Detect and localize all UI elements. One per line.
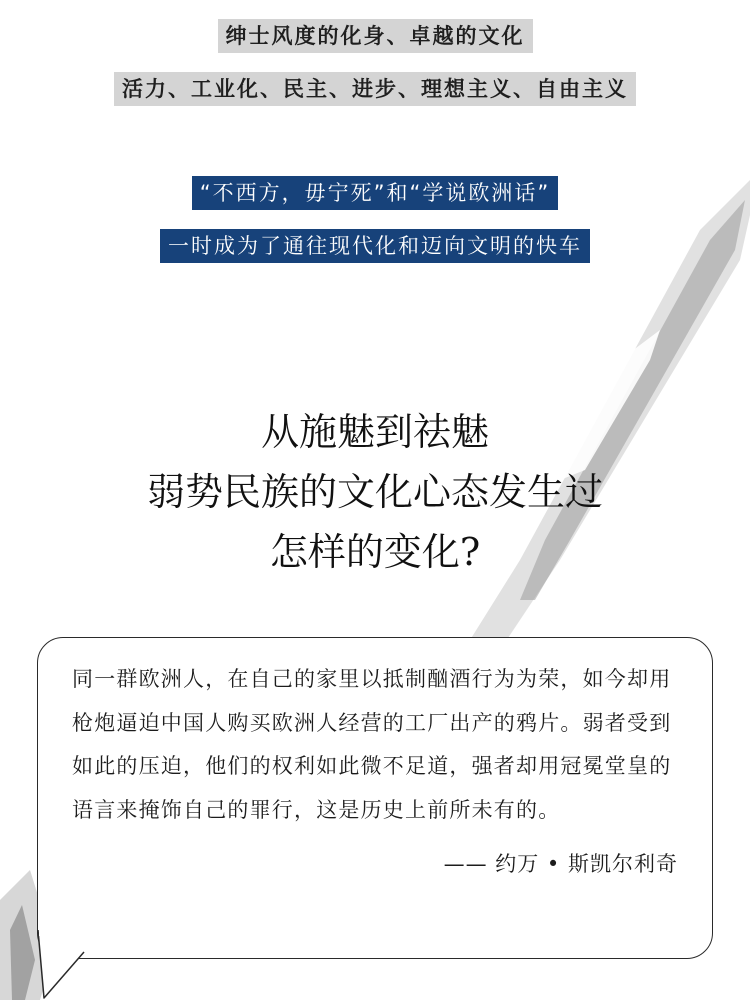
- main-heading: [0, 402, 750, 582]
- heading-line-3: 怎样的变化?: [269, 530, 481, 574]
- tagline-gray-1: [0, 19, 750, 53]
- quote-text: 同一群欧洲人，在自己的家里以抵制酗酒行为为荣，如今却用枪炮逼迫中国人购买欧洲人经营的工厂出产的鸦片。弱者受到如此的压迫，他们的权利如此微不足道，强者却用冠冕堂皇的语言来掩饰自己的罪行，这是历史上前所未有的。: [72, 667, 672, 822]
- speech-bubble-tail-icon: [36, 930, 96, 1000]
- tagline-blue-2-text: 一时成为了通往现代化和迈向文明的快车: [160, 229, 590, 263]
- tagline-gray-2-text: 活力、工业化、民主、进步、理想主义、自由主义: [114, 72, 636, 106]
- quote-bubble: [37, 637, 713, 959]
- tagline-blue-2: [0, 229, 750, 263]
- tagline-gray-1-text: 绅士风度的化身、卓越的文化: [218, 19, 533, 53]
- heading-line-1: 从施魅到祛魅: [260, 410, 489, 454]
- heading-line-2: 弱势民族的文化心态发生过: [146, 470, 603, 514]
- tagline-blue-1: [0, 176, 750, 210]
- tagline-blue-1-text: “不西方，毋宁死”和“学说欧洲话”: [192, 176, 559, 210]
- quote-author: —— 约万 • 斯凯尔利奇: [443, 852, 678, 876]
- tagline-gray-2: [0, 72, 750, 106]
